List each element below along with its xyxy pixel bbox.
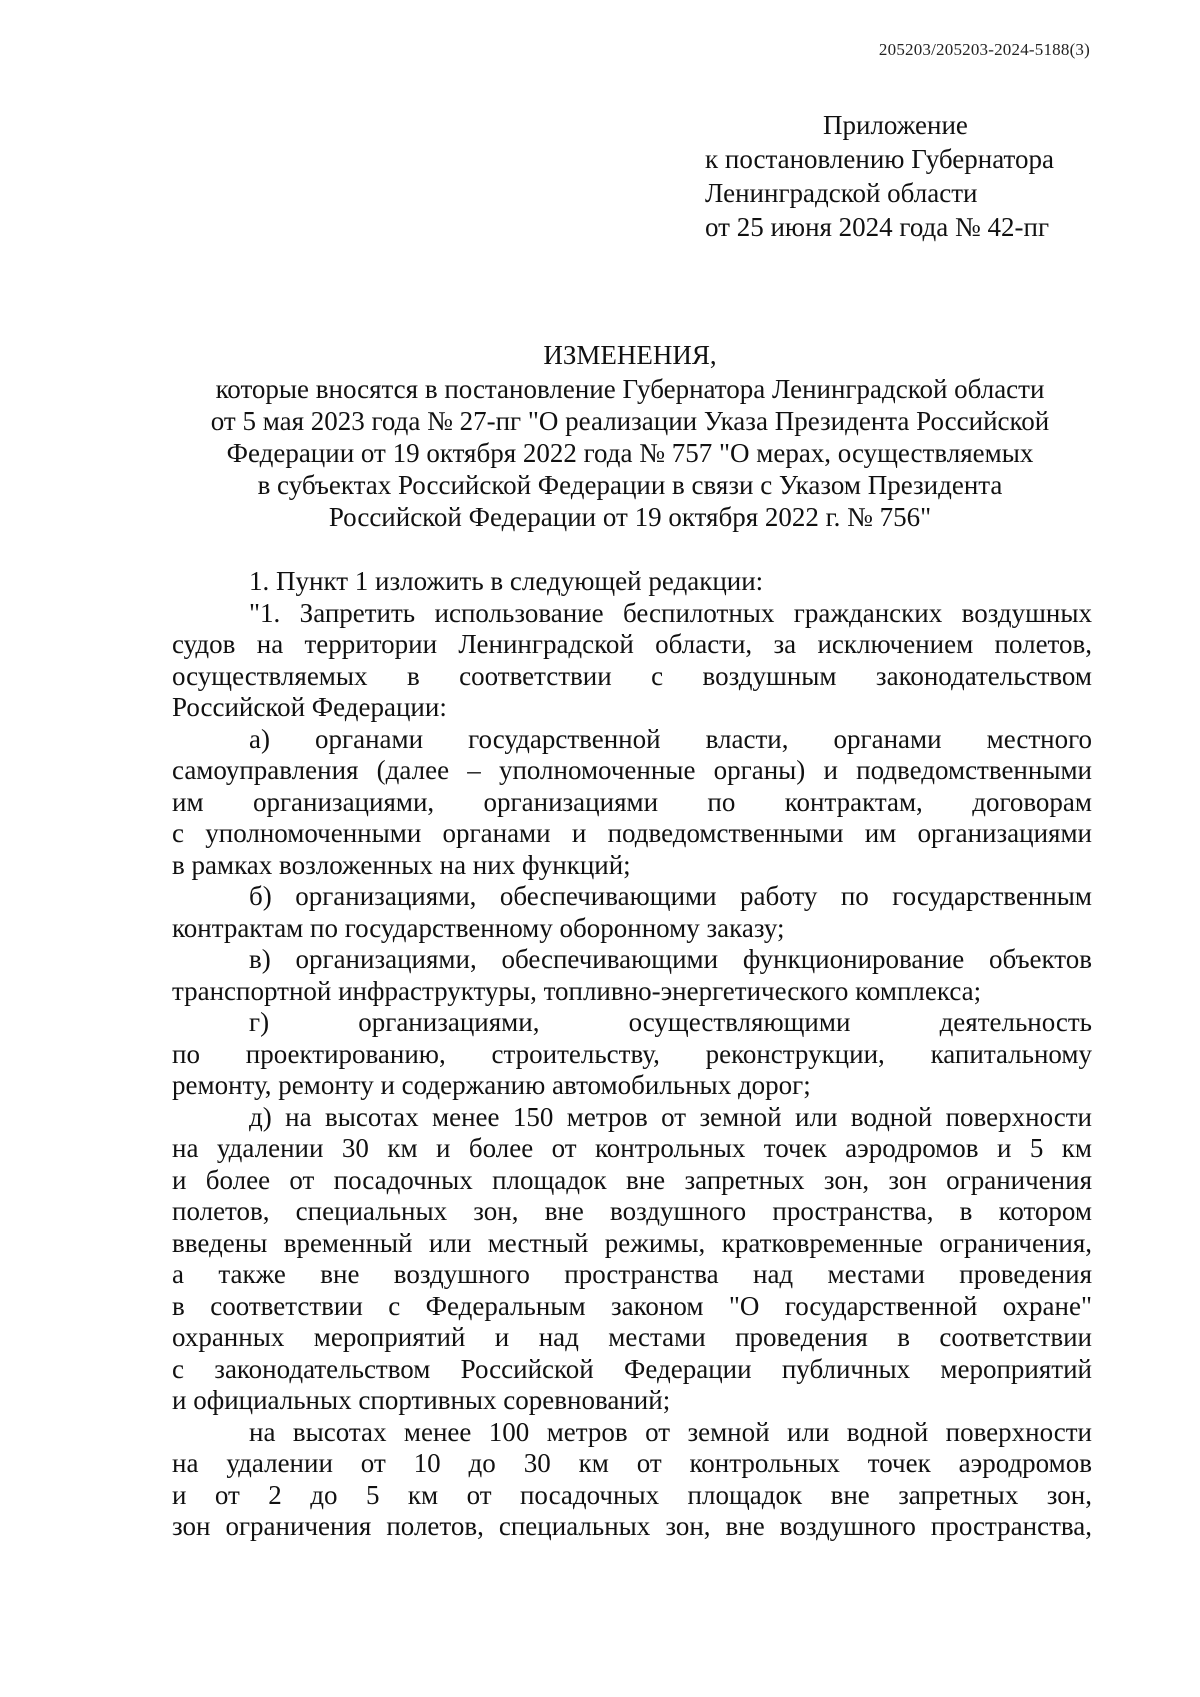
body-line: и официальных спортивных соревнований; bbox=[172, 1385, 671, 1415]
body-line: в рамках возложенных на них функций; bbox=[172, 849, 631, 880]
body-line: с уполномоченными органами и подведомственными им организациями bbox=[172, 818, 1092, 848]
body-line: на высотах менее 100 метров от земной или водной поверхности bbox=[249, 1416, 1092, 1447]
appendix-header bbox=[705, 108, 1125, 244]
appendix-line: от 25 июня 2024 года № 42-пг bbox=[705, 212, 1050, 242]
body-line: в) организациями, обеспечивающими функционирование объектов bbox=[249, 944, 1092, 974]
appendix-line: к постановлению Губернатора bbox=[705, 144, 1054, 174]
body-line: зон ограничения полетов, специальных зон, вне воздушного пространства, bbox=[172, 1511, 1092, 1541]
subtitle-line: Российской Федерации от 19 октября 2022 г. № 756" bbox=[328, 502, 932, 532]
document-id: 205203/205203-2024-5188(3) bbox=[878, 40, 1090, 59]
body-line: г) организациями, осуществляющими деятельность bbox=[249, 1007, 1092, 1037]
body-line: и от 2 до 5 км от посадочных площадок вне запретных зон, bbox=[172, 1479, 1092, 1510]
body-line: судов на территории Ленинградской области, за исключением полетов, bbox=[172, 629, 1092, 659]
body-line: по проектированию, строительству, реконструкции, капитальному bbox=[172, 1038, 1092, 1069]
body-line: в соответствии с Федеральным законом "О государственной охране" bbox=[172, 1290, 1092, 1321]
body-line: а также вне воздушного пространства над местами проведения bbox=[172, 1259, 1092, 1289]
appendix-line: Приложение bbox=[823, 110, 968, 140]
body-line: б) организациями, обеспечивающими работу по государственным bbox=[249, 881, 1092, 911]
subtitle-line: Федерации от 19 октября 2022 года № 757 "О мерах, осуществляемых bbox=[226, 438, 1034, 468]
body-line: ремонту, ремонту и содержанию автомобильных дорог; bbox=[172, 1070, 811, 1100]
body-line: а) органами государственной власти, органами местного bbox=[249, 723, 1092, 754]
body-line: и более от посадочных площадок вне запретных зон, зон ограничения bbox=[172, 1164, 1092, 1195]
body-line: полетов, специальных зон, вне воздушного пространства, в котором bbox=[172, 1196, 1092, 1226]
body-line: им организациями, организациями по контрактам, договорам bbox=[172, 786, 1092, 817]
body-line: 1. Пункт 1 изложить в следующей редакции: bbox=[249, 566, 764, 596]
body-line: на удалении 30 км и более от контрольных точек аэродромов и 5 км bbox=[172, 1133, 1092, 1163]
body-line: охранных мероприятий и над местами проведения в соответствии bbox=[172, 1322, 1092, 1352]
body-line: д) на высотах менее 150 метров от земной или водной поверхности bbox=[249, 1101, 1092, 1132]
body-line: с законодательством Российской Федерации публичных мероприятий bbox=[172, 1353, 1092, 1384]
subtitle-line: в субъектах Российской Федерации в связи с Указом Президента bbox=[257, 470, 1003, 500]
body-line: контрактам по государственному оборонному заказу; bbox=[172, 912, 785, 943]
body-line: транспортной инфраструктуры, топливно-энергетического комплекса; bbox=[172, 975, 982, 1006]
body-line: на удалении от 10 до 30 км от контрольных точек аэродромов bbox=[172, 1448, 1092, 1478]
appendix-line: Ленинградской области bbox=[705, 178, 978, 208]
document-body bbox=[172, 566, 1092, 1543]
document-title: ИЗМЕНЕНИЯ, bbox=[543, 340, 717, 370]
body-line: осуществляемых в соответствии с воздушным законодательством bbox=[172, 660, 1092, 691]
subtitle-line: которые вносятся в постановление Губернатора Ленинградской области bbox=[215, 374, 1045, 404]
body-line: Российской Федерации: bbox=[172, 692, 447, 722]
subtitle-line: от 5 мая 2023 года № 27-пг "О реализации Указа Президента Российской bbox=[210, 406, 1050, 436]
body-line: "1. Запретить использование беспилотных гражданских воздушных bbox=[249, 597, 1092, 628]
document-title-block bbox=[160, 337, 1100, 533]
body-line: введены временный или местный режимы, кратковременные ограничения, bbox=[172, 1227, 1092, 1258]
body-line: самоуправления (далее – уполномоченные органы) и подведомственными bbox=[172, 755, 1092, 785]
